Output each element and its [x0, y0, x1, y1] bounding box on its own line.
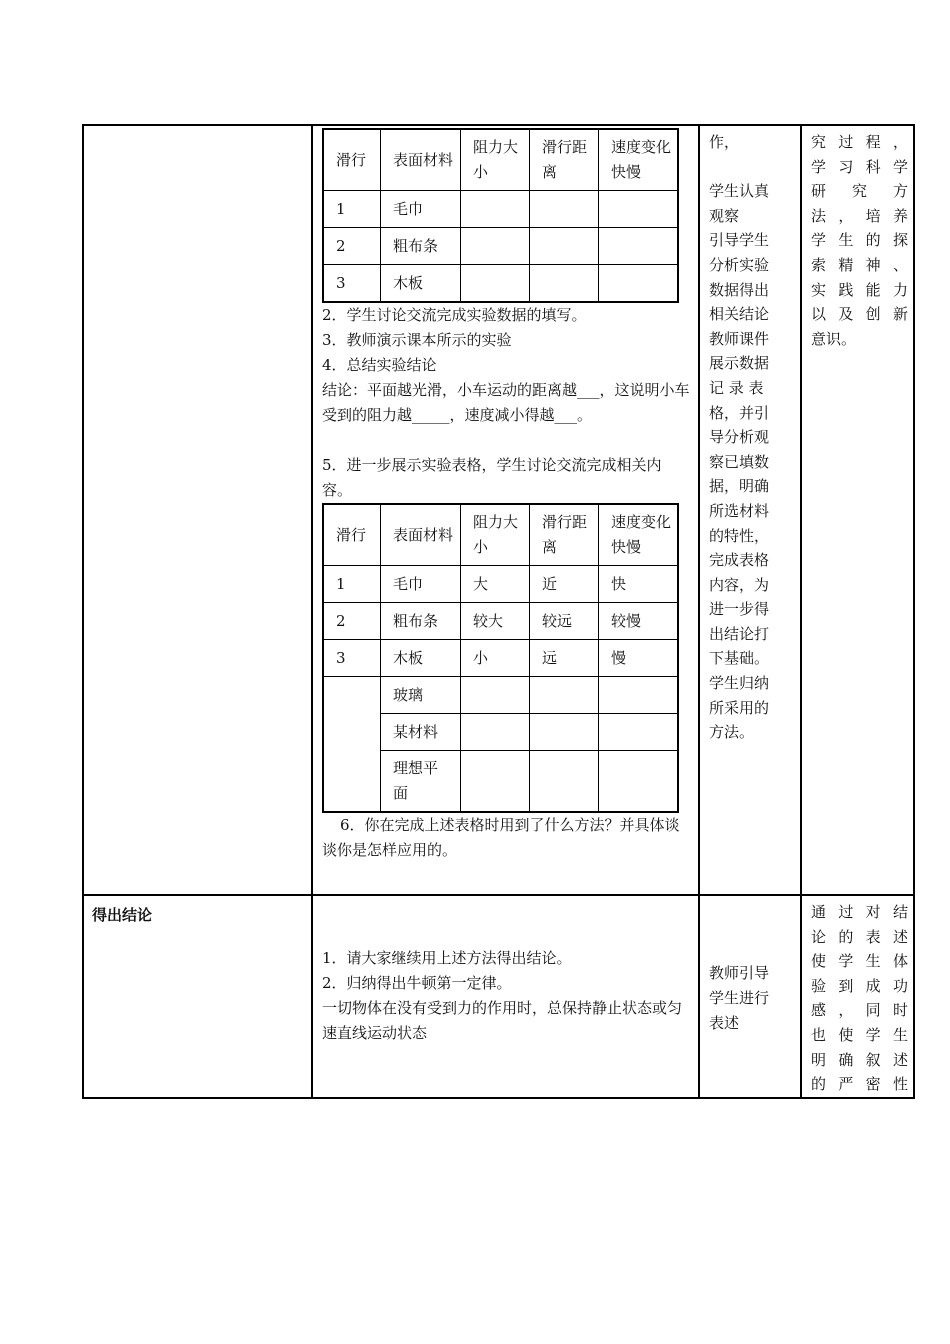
table-cell: 快: [599, 566, 679, 603]
cell-line: 以及创新: [811, 305, 908, 324]
header-cell: 滑行距离: [530, 129, 599, 191]
table-cell: [530, 265, 599, 303]
newton-first-law: 一切物体在没有受到力的作用时，总保持静止状态或匀速直线运动状态: [322, 999, 683, 1043]
teaching-content-cell: [312, 895, 699, 1098]
conclusion-step-2: 2．归纳得出牛顿第一定律。: [322, 974, 512, 993]
cell-line: 完成表格: [709, 551, 770, 570]
cell-line: 索精神、: [811, 255, 908, 274]
table-cell: 粗布条: [381, 228, 461, 265]
cell-line: 学生归纳: [709, 674, 770, 693]
lesson-row-experiment: [83, 125, 914, 895]
table-cell: 较大: [461, 603, 530, 640]
cell-line: 验到成功: [811, 976, 908, 995]
table-row: [323, 228, 678, 265]
cell-line: 展示数据: [709, 354, 770, 373]
table-cell: [461, 751, 530, 813]
table-cell: 2: [323, 603, 381, 640]
table-row: [323, 677, 678, 714]
table-cell: 毛巾: [381, 566, 461, 603]
cell-line: 据，明确: [709, 477, 770, 496]
table-cell: [599, 228, 679, 265]
header-cell: 速度变化快慢: [599, 129, 679, 191]
cell-line: 内容，为: [709, 575, 770, 594]
cell-line: 格，并引: [709, 403, 770, 422]
conclusion-text: 结论：平面越光滑，小车运动的距离越___，这说明小车受到的阻力越_____，速度减小得越___。: [322, 381, 690, 424]
cell-line: 作，: [709, 133, 740, 151]
step-4: 4．总结实验结论: [322, 356, 437, 374]
cell-line: 通过对结: [811, 903, 908, 921]
table-row: [323, 191, 678, 228]
table-cell: [461, 228, 530, 265]
table-cell: 慢: [599, 640, 679, 677]
experiment-table-1: [322, 128, 679, 303]
cell-line: 感，同时: [811, 1001, 908, 1020]
cell-line: 教师引导: [709, 964, 770, 983]
header-cell: 滑行: [323, 504, 381, 566]
table-cell: 1: [323, 566, 381, 603]
design-intent-cell: [801, 895, 914, 1098]
table-cell: 毛巾: [381, 191, 461, 228]
cell-line: 学生进行: [709, 989, 770, 1008]
table-cell: [461, 714, 530, 751]
step-3: 3．教师演示课本所示的实验: [322, 331, 512, 349]
phase-cell-empty: [83, 125, 312, 895]
cell-line: 下基础。: [709, 649, 770, 668]
table-cell: 粗布条: [381, 603, 461, 640]
table-cell: [461, 191, 530, 228]
cell-line: 学生认真: [709, 182, 770, 201]
lesson-plan-table: [82, 124, 915, 1099]
step-5: 5．进一步展示实验表格，学生讨论交流完成相关内容。: [322, 456, 662, 499]
table-cell: [461, 265, 530, 303]
table-header-row: [323, 129, 678, 191]
cell-line: 所选材料: [709, 501, 770, 520]
table-cell: 2: [323, 228, 381, 265]
cell-line: 导分析观: [709, 428, 770, 447]
table-cell: 小: [461, 640, 530, 677]
cell-line: 的特性，: [709, 526, 770, 545]
table-row: [323, 566, 678, 603]
cell-line: 的严密性: [811, 1075, 908, 1094]
table-cell: 某材料: [381, 714, 461, 751]
step-2: 2．学生讨论交流完成实验数据的填写。: [322, 306, 587, 324]
cell-line: 表述: [709, 1013, 740, 1032]
cell-line: 法，培养: [811, 206, 908, 225]
table-cell: 3: [323, 640, 381, 677]
cell-line: 观察: [709, 206, 740, 225]
header-cell: 表面材料: [381, 504, 461, 566]
table-cell: [599, 714, 679, 751]
table-cell: [599, 751, 679, 813]
cell-line: 论的表述: [811, 927, 908, 946]
activity-lines: [709, 961, 795, 1035]
conclusion-step-1: 1．请大家继续用上述方法得出结论。: [322, 949, 572, 968]
teacher-student-activity-cell: [699, 895, 801, 1098]
cell-line: 也使学生: [811, 1025, 908, 1044]
design-intent-cell: [801, 125, 914, 895]
header-cell: 滑行距离: [530, 504, 599, 566]
table-row: [323, 603, 678, 640]
table-row: [323, 265, 678, 303]
header-cell: 速度变化快慢: [599, 504, 679, 566]
step-6: 6．你在完成上述表格时用到了什么方法？并具体谈谈你是怎样应用的。: [322, 816, 680, 859]
table-cell: 1: [323, 191, 381, 228]
cell-line: 方法。: [709, 723, 755, 742]
cell-line: 实践能力: [811, 280, 908, 299]
table-cell: [530, 677, 599, 714]
table-cell-merged: [323, 677, 381, 813]
table-row: [323, 640, 678, 677]
table-cell: 木板: [381, 640, 461, 677]
table-cell: [530, 191, 599, 228]
table-cell: [530, 714, 599, 751]
cell-line: 数据得出: [709, 280, 770, 299]
cell-line: 引导学生: [709, 231, 770, 250]
cell-line: 出结论打: [709, 624, 770, 643]
experiment-table-2: [322, 503, 679, 813]
header-cell: 阻力大小: [461, 504, 530, 566]
header-cell: 滑行: [323, 129, 381, 191]
teacher-student-activity-cell: [699, 125, 801, 895]
cell-line: 所采用的: [709, 698, 770, 717]
table-cell: 较慢: [599, 603, 679, 640]
header-cell: 阻力大小: [461, 129, 530, 191]
cell-line: [709, 155, 795, 180]
cell-line: 明确叙述: [811, 1050, 908, 1069]
table-cell: 近: [530, 566, 599, 603]
cell-line: 学生的探: [811, 231, 908, 250]
cell-line: 教师课件: [709, 329, 770, 348]
table-cell: 玻璃: [381, 677, 461, 714]
table-cell: 木板: [381, 265, 461, 303]
teaching-content-cell: [312, 125, 699, 895]
table-cell: [530, 228, 599, 265]
header-cell: 表面材料: [381, 129, 461, 191]
table-cell: [599, 677, 679, 714]
table-cell: 3: [323, 265, 381, 303]
cell-line: 研 究 方: [811, 182, 908, 201]
cell-line: 究过程，: [811, 133, 908, 151]
cell-line: 分析实验: [709, 255, 770, 274]
table-cell: [530, 751, 599, 813]
cell-line: 使学生体: [811, 952, 908, 971]
table-cell: 远: [530, 640, 599, 677]
table-cell: [599, 265, 679, 303]
table-cell: [599, 191, 679, 228]
spacer: [322, 428, 690, 453]
cell-line: 意识。: [811, 329, 857, 348]
table-cell: 较远: [530, 603, 599, 640]
cell-line: 相关结论: [709, 305, 770, 324]
table-header-row: [323, 504, 678, 566]
table-cell: 理想平面: [381, 751, 461, 813]
phase-label: 得出结论: [83, 895, 312, 1098]
lesson-row-conclusion: [83, 895, 914, 1098]
table-cell: 大: [461, 566, 530, 603]
cell-line: 学习科学: [811, 157, 908, 176]
intent-lines: [811, 900, 908, 1097]
cell-line: 察已填数: [709, 452, 770, 471]
intent-lines: [811, 130, 908, 351]
activity-lines: [709, 130, 795, 745]
cell-line: 进一步得: [709, 600, 770, 619]
table-cell: [461, 677, 530, 714]
cell-line: 记 录 表: [709, 378, 764, 397]
